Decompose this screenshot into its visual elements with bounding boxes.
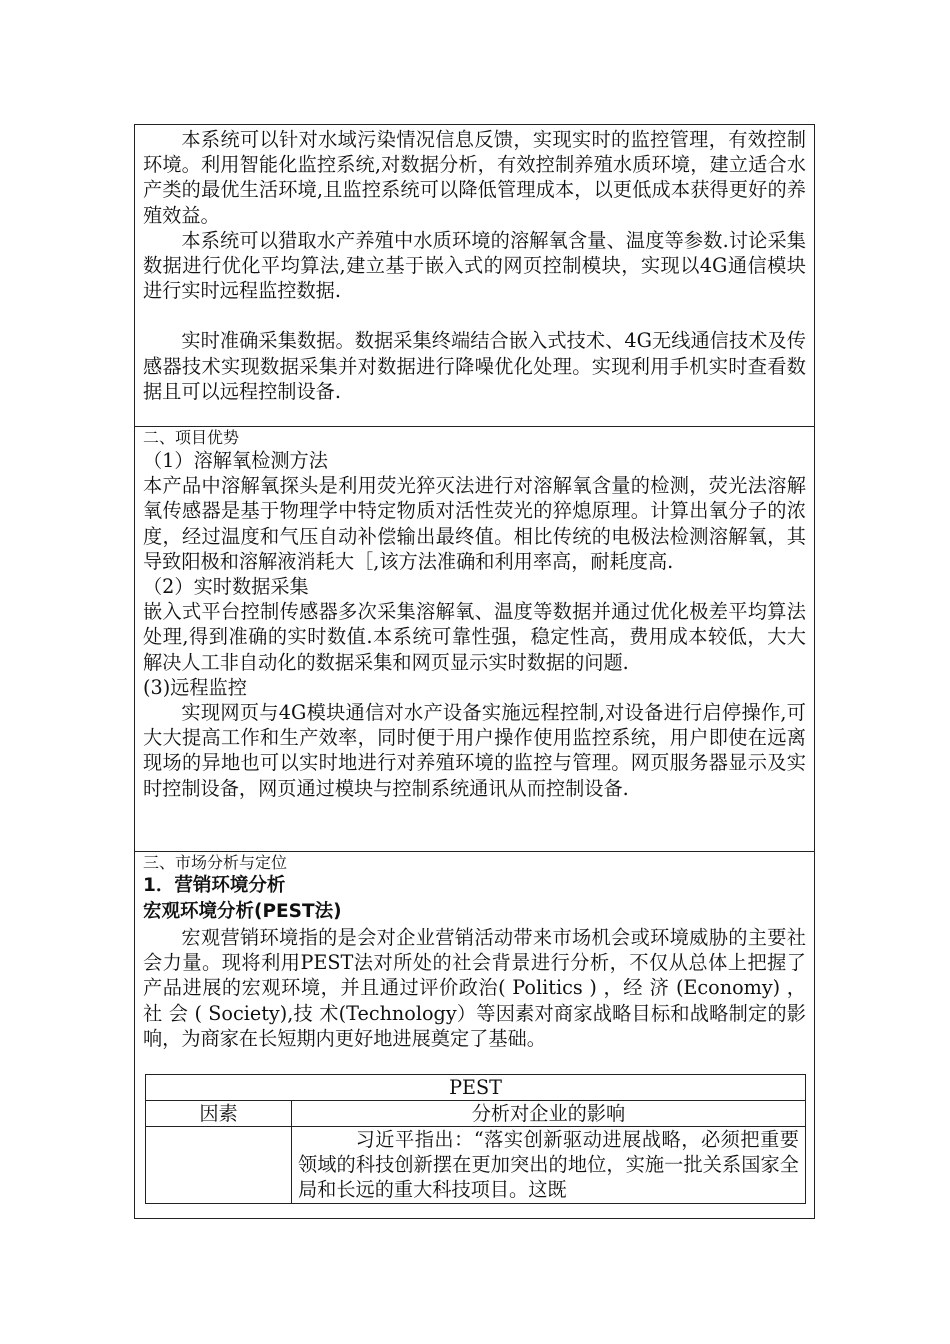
intro-paragraph-2: 本系统可以猎取水产养殖中水质环境的溶解氧含量、温度等参数.讨论采集数据进行优化平均算法,建立基于嵌入式的网页控制模块，实现以4G通信模块进行实时远程监控数据.	[143, 228, 806, 303]
paragraph-dissolved-oxygen: 本产品中溶解氧探头是利用荧光猝灭法进行对溶解氧含量的检测，荧光法溶解氧传感器是基于物理学中特定物质对活性荧光的猝熄原理。计算出氧分子的浓度，经过温度和气压自动补偿输出最终值。相比传统的电极法检测溶解氧，其导致阳极和溶解液消耗大［,该方法准确和利用率高，耐耗度高.	[143, 474, 806, 573]
pest-row1-text	[292, 1127, 806, 1204]
market-section	[135, 852, 814, 1218]
paragraph-realtime-collection: 嵌入式平台控制传感器多次采集溶解氧、温度等数据并通过优化极差平均算法处理,得到准确的实时数值.本系统可靠性强，稳定性高，费用成本较低，大大解决人工非自动化的数据采集和网页显示实时数据的问题.	[143, 600, 806, 674]
pest-table-title: PEST	[146, 1075, 806, 1101]
section-heading-advantages: 二、项目优势	[143, 428, 240, 447]
intro-paragraph-1: 本系统可以针对水域污染情况信息反馈，实现实时的监控管理，有效控制环境。利用智能化监控系统,对数据分析，有效控制养殖水质环境，建立适合水产类的最优生活环境,且监控系统可以降低管理成本，以更低成本获得更好的养殖效益。	[143, 128, 806, 227]
pest-row1-factor	[146, 1127, 292, 1204]
document-frame	[134, 124, 815, 1219]
blank-line	[143, 303, 806, 328]
intro-paragraph-3: 实时准确采集数据。数据采集终端结合嵌入式技术、4G无线通信技术及传感器技术实现数据采集并对数据进行降噪优化处理。实现利用手机实时查看数据且可以远程控制设备.	[143, 329, 806, 403]
paragraph-remote-monitoring: 实现网页与4G模块通信对水产设备实施远程控制,对设备进行启停操作,可大大提高工作和生产效率，同时便于用户操作使用监控系统，用户即使在远离现场的异地也可以实时地进行对养殖环境的监控与管理。网页服务器显示及实时控制设备，网页通过模块与控制系统通讯从而控制设备.	[143, 701, 806, 800]
subheading-remote-monitoring: (3)远程监控	[143, 675, 247, 699]
pest-col-factor: 因素	[146, 1101, 292, 1127]
advantages-section	[135, 427, 814, 852]
pest-row1-paragraph: 习近平指出：“落实创新驱动进展战略，必须把重要领域的科技创新摆在更加突出的地位，实施一批关系国家全局和长远的重大科技项目。这既	[298, 1128, 799, 1202]
pest-table	[145, 1074, 806, 1204]
paragraph-pest-intro: 宏观营销环境指的是会对企业营销活动带来市场机会或环境威胁的主要社会力量。现将利用PEST法对所处的社会背景进行分析，不仅从总体上把握了产品进展的宏观环境，并且通过评价政治( Politics ) ，经 济 (Economy) ， 社 会 ( Society),技 术(Technology）等因素对商家战略目标和战略制定的影响，为商家在长短期内更好地进展奠定了基础。	[143, 926, 806, 1050]
heading-marketing-environment: 1．营销环境分析	[143, 875, 286, 896]
subheading-realtime-collection: （2）实时数据采集	[143, 575, 309, 599]
subheading-dissolved-oxygen: （1）溶解氧检测方法	[143, 449, 328, 472]
section-heading-market: 三、市场分析与定位	[143, 853, 288, 872]
pest-col-impact: 分析对企业的影响	[292, 1101, 806, 1127]
heading-pest: 宏观环境分析(PEST法)	[143, 901, 342, 922]
intro-section	[135, 125, 814, 427]
